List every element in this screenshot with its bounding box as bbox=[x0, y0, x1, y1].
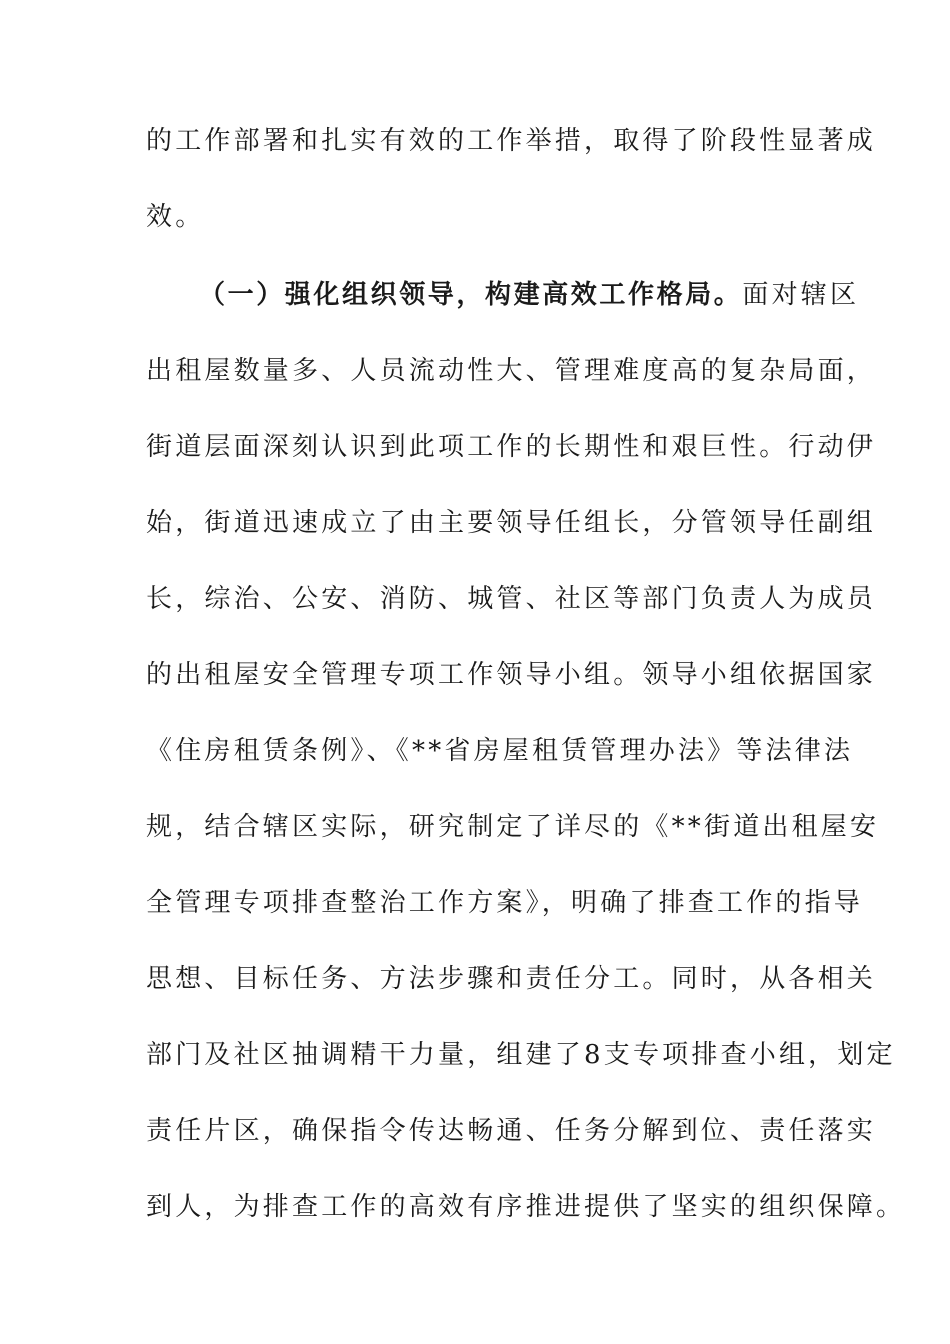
paragraph-line-7: 长，综治、公安、消防、城管、社区等部门负责人为成员 bbox=[146, 584, 877, 614]
paragraph-line-15: 到人，为排查工作的高效有序推进提供了坚实的组织保障。 bbox=[146, 1192, 906, 1222]
paragraph-line-8: 的出租屋安全管理专项工作领导小组。领导小组依据国家 bbox=[146, 660, 877, 690]
paragraph-line-9: 《住房租赁条例》、《**省房屋租赁管理办法》等法律法 bbox=[146, 736, 854, 766]
paragraph-line-14: 责任片区，确保指令传达畅通、任务分解到位、责任落实 bbox=[146, 1116, 877, 1146]
paragraph-line-11: 全管理专项排查整治工作方案》，明确了排查工作的指导 bbox=[146, 888, 864, 918]
paragraph-line-2: 效。 bbox=[146, 202, 205, 232]
paragraph-line-4: 出租屋数量多、人员流动性大、管理难度高的复杂局面， bbox=[146, 356, 877, 386]
paragraph-line-13: 部门及社区抽调精干力量，组建了8支专项排查小组，划定 bbox=[146, 1040, 896, 1070]
section-heading-tail: 面对辖区 bbox=[742, 280, 860, 310]
paragraph-line-6: 始，街道迅速成立了由主要领导任组长，分管领导任副组 bbox=[146, 508, 877, 538]
section-heading-line bbox=[199, 278, 859, 312]
paragraph-line-10: 规，结合辖区实际，研究制定了详尽的《**街道出租屋安 bbox=[146, 812, 880, 842]
paragraph-line-12: 思想、目标任务、方法步骤和责任分工。同时，从各相关 bbox=[146, 964, 877, 994]
paragraph-line-1: 的工作部署和扎实有效的工作举措，取得了阶段性显著成 bbox=[146, 126, 877, 156]
paragraph-line-5: 街道层面深刻认识到此项工作的长期性和艰巨性。行动伊 bbox=[146, 432, 877, 462]
section-heading: （一）强化组织领导，构建高效工作格局。 bbox=[199, 280, 743, 310]
